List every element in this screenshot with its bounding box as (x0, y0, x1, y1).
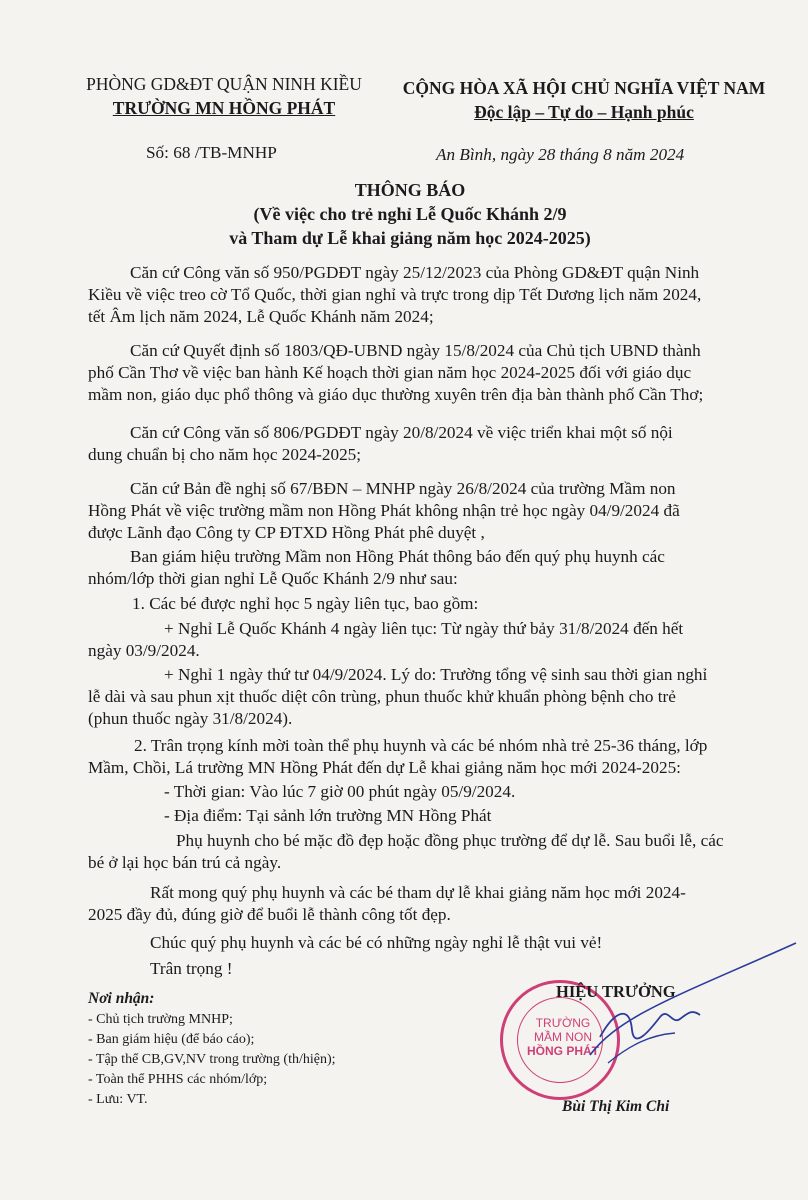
national-motto: Độc lập – Tự do – Hạnh phúc (474, 102, 694, 122)
event-location: - Địa điểm: Tại sảnh lớn trường MN Hồng Phát (164, 806, 492, 825)
recipient-item: - Toàn thể PHHS các nhóm/lớp; (88, 1072, 268, 1087)
recipients-list (88, 1010, 336, 1110)
title-main: THÔNG BÁO (354, 180, 466, 200)
list-item-1b-cont: (phun thuốc ngày 31/8/2024). (88, 709, 293, 728)
paragraph-line: Căn cứ Công văn số 950/PGDĐT ngày 25/12/2023 của Phòng GD&ĐT quận Ninh (130, 263, 700, 282)
issuer-school: TRƯỜNG MN HỒNG PHÁT (112, 98, 336, 118)
list-item-1: 1. Các bé được nghỉ học 5 ngày liên tục, bao gồm: (132, 594, 479, 613)
paragraph-line: Rất mong quý phụ huynh và các bé tham dự lễ khai giảng năm học mới 2024- (150, 883, 686, 902)
recipient-item: - Lưu: VT. (88, 1092, 148, 1107)
list-item-1a: + Nghỉ Lễ Quốc Khánh 4 ngày liên tục: Từ ngày thứ bảy 31/8/2024 đến hết (164, 619, 684, 638)
handwritten-signature (560, 935, 800, 1085)
paragraph-line: tết Âm lịch năm 2024, Lễ Quốc Khánh năm 2024; (88, 307, 434, 326)
paragraph-line: nhóm/lớp thời gian nghỉ Lễ Quốc Khánh 2/9 như sau: (88, 569, 458, 588)
document-number: Số: 68 /TB-MNHP (146, 143, 277, 162)
paragraph-line: mầm non, giáo dục phổ thông và giáo dục thường xuyên trên địa bàn thành phố Cần Thơ; (88, 385, 704, 404)
recipients-heading: Nơi nhận: (88, 990, 155, 1007)
recipient-item: - Ban giám hiệu (để báo cáo); (88, 1032, 255, 1047)
closing-wish: Chúc quý phụ huynh và các bé có những ngày nghỉ lễ thật vui vẻ! (150, 933, 603, 952)
list-item-2-cont: Mầm, Chồi, Lá trường MN Hồng Phát đến dự Lễ khai giảng năm học mới 2024-2025: (88, 758, 681, 777)
issuer-block (64, 72, 384, 120)
closing-regards: Trân trọng ! (150, 959, 233, 978)
national-motto-block (384, 76, 784, 124)
paragraph-line: bé ở lại học bán trú cả ngày. (88, 853, 282, 872)
issuer-department: PHÒNG GD&ĐT QUẬN NINH KIỀU (86, 74, 362, 94)
signer-name: Bùi Thị Kim Chi (562, 1098, 670, 1115)
list-item-1b: + Nghỉ 1 ngày thứ tư 04/9/2024. Lý do: Trường tổng vệ sinh sau thời gian nghỉ (164, 665, 708, 684)
list-item-1a-cont: ngày 03/9/2024. (88, 641, 200, 660)
national-title: CỘNG HÒA XÃ HỘI CHỦ NGHĨA VIỆT NAM (402, 78, 766, 98)
list-item-2: 2. Trân trọng kính mời toàn thể phụ huynh và các bé nhóm nhà trẻ 25-36 tháng, lớp (134, 736, 708, 755)
paragraph-line: Kiều về việc treo cờ Tổ Quốc, thời gian nghỉ và trực trong dịp Tết Dương lịch năm 2024, (88, 285, 702, 304)
paragraph-line: Phụ huynh cho bé mặc đồ đẹp hoặc đồng phục trường để dự lễ. Sau buổi lễ, các (176, 831, 724, 850)
list-item-1b-cont: lễ dài và sau phun xịt thuốc diệt côn trùng, phun thuốc khử khuẩn phòng bệnh cho trẻ (88, 687, 676, 706)
paragraph-line: Căn cứ Bản đề nghị số 67/BĐN – MNHP ngày 26/8/2024 của trường Mầm non (130, 479, 676, 498)
paragraph-line: Ban giám hiệu trường Mầm non Hồng Phát thông báo đến quý phụ huynh các (130, 547, 665, 566)
seal-line: MẦM NON (534, 1030, 592, 1044)
title-sub-1: (Về việc cho trẻ nghỉ Lễ Quốc Khánh 2/9 (253, 204, 567, 224)
paragraph-line: Căn cứ Quyết định số 1803/QĐ-UBND ngày 15/8/2024 của Chủ tịch UBND thành (130, 341, 701, 360)
paragraph-line: Căn cứ Công văn số 806/PGDĐT ngày 20/8/2024 về việc triển khai một số nội (130, 423, 673, 442)
paragraph-line: 2025 đầy đủ, đúng giờ để buổi lễ thành công tốt đẹp. (88, 905, 451, 924)
seal-line: HỒNG PHÁT (527, 1044, 599, 1058)
recipient-item: - Chủ tịch trường MNHP; (88, 1012, 233, 1027)
paragraph-line: phố Cần Thơ về việc ban hành Kế hoạch thời gian năm học 2024-2025 đối với giáo dục (88, 363, 692, 382)
paragraph-line: dung chuẩn bị cho năm học 2024-2025; (88, 445, 362, 464)
recipient-item: - Tập thể CB,GV,NV trong trường (th/hiện); (88, 1052, 336, 1067)
document-title (100, 178, 720, 250)
seal-line: TRƯỜNG (535, 1016, 591, 1030)
place-date: An Bình, ngày 28 tháng 8 năm 2024 (436, 145, 685, 164)
title-sub-2: và Tham dự Lễ khai giảng năm học 2024-2025) (229, 228, 591, 248)
signer-title: HIỆU TRƯỞNG (556, 982, 676, 1001)
paragraph-line: được Lãnh đạo Công ty CP ĐTXD Hồng Phát phê duyệt , (88, 523, 485, 542)
event-time: - Thời gian: Vào lúc 7 giờ 00 phút ngày 05/9/2024. (164, 782, 516, 801)
paragraph-line: Hồng Phát về việc trường mầm non Hồng Phát không nhận trẻ học ngày 04/9/2024 đã (88, 501, 680, 520)
